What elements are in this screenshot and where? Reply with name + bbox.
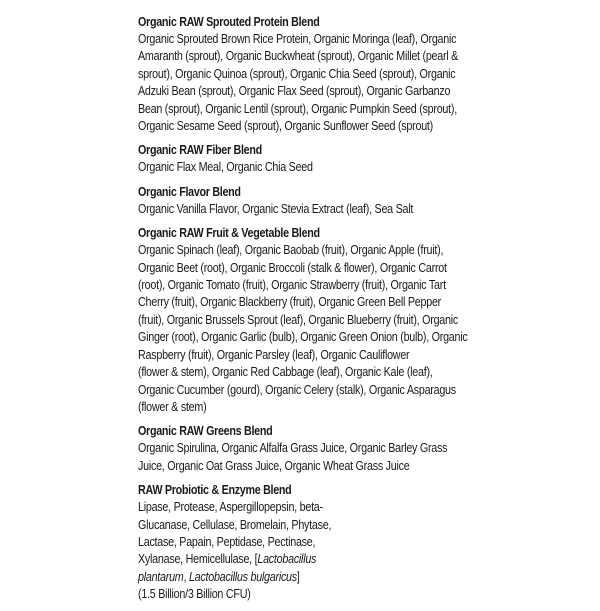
species-name: Lactobacillus bulgaricus (188, 569, 297, 584)
ingredient-line: Organic Beet (root), Organic Broccoli (stalk & flower), Organic Carrot (138, 260, 447, 275)
separator-text: , (183, 569, 189, 584)
blend-title: Organic Flavor Blend (138, 184, 241, 199)
blend-ingredients (138, 499, 366, 603)
probiotic-enzyme-blend-section (138, 482, 488, 603)
cfu-count: (1.5 Billion/3 Billion CFU) (138, 587, 251, 602)
protein-blend-section (138, 14, 488, 135)
ingredient-line: Organic Cucumber (gourd), Organic Celery (stalk), Organic Asparagus (138, 382, 456, 397)
ingredient-line: Lipase, Protease, Aspergillopepsin, beta- (138, 500, 323, 515)
bracket-text: ] (296, 569, 300, 584)
blend-title: Organic RAW Fiber Blend (138, 143, 262, 158)
ingredient-line: Glucanase, Cellulase, Bromelain, Phytase, (138, 517, 332, 532)
greens-blend-section (138, 423, 488, 475)
ingredient-line: (root), Organic Tomato (fruit), Organic Strawberry (fruit), Organic Tart (138, 278, 446, 293)
blend-ingredients (138, 242, 482, 416)
ingredient-line: Organic Sprouted Brown Rice Protein, Organic Moringa (leaf), Organic (138, 32, 457, 46)
ingredient-line: Bean (sprout), Organic Lentil (sprout), Organic Pumpkin Seed (sprout), (138, 101, 457, 116)
fiber-blend-section (138, 142, 488, 176)
ingredient-line: Organic Vanilla Flavor, Organic Stevia Extract (leaf), Sea Salt (138, 201, 414, 216)
ingredient-line: Cherry (fruit), Organic Blackberry (fruit), Organic Green Bell Pepper (138, 295, 442, 310)
ingredient-line: Organic Spirulina, Organic Alfalfa Grass Juice, Organic Barley Grass (138, 441, 448, 456)
blend-ingredients (138, 201, 482, 218)
blend-ingredients (138, 31, 482, 135)
fruit-vegetable-blend-section (138, 225, 488, 416)
ingredients-panel (138, 14, 488, 611)
ingredient-line: Organic Flax Meal, Organic Chia Seed (138, 160, 313, 175)
ingredient-line: Organic Spinach (leaf), Organic Baobab (fruit), Organic Apple (fruit), (138, 243, 444, 258)
blend-ingredients (138, 159, 482, 176)
ingredient-line: Organic Sesame Seed (sprout), Organic Sunflower Seed (sprout) (138, 119, 433, 134)
ingredient-line: Adzuki Bean (sprout), Organic Flax Seed (sprout), Organic Garbanzo (138, 84, 451, 99)
blend-ingredients (138, 440, 482, 475)
blend-title: Organic RAW Sprouted Protein Blend (138, 15, 320, 29)
species-name: Lactobacillus (257, 552, 317, 567)
ingredient-line: Raspberry (fruit), Organic Parsley (leaf), Organic Cauliflower (138, 347, 410, 362)
blend-title: RAW Probiotic & Enzyme Blend (138, 483, 292, 498)
ingredient-line: sprout), Organic Quinoa (sprout), Organic Chia Seed (sprout), Organic (138, 66, 456, 81)
ingredient-line: Juice, Organic Oat Grass Juice, Organic Wheat Grass Juice (138, 458, 410, 473)
ingredient-line: Xylanase, Hemicellulase, [ (138, 552, 258, 567)
blend-title: Organic RAW Fruit & Vegetable Blend (138, 226, 320, 241)
ingredient-line: (flower & stem), Organic Red Cabbage (leaf), Organic Kale (leaf), (138, 365, 433, 380)
ingredient-line: Ginger (root), Organic Garlic (bulb), Organic Green Onion (bulb), Organic (138, 330, 468, 345)
flavor-blend-section (138, 184, 488, 218)
blend-title: Organic RAW Greens Blend (138, 424, 273, 439)
ingredient-line: (fruit), Organic Brussels Sprout (leaf), Organic Blueberry (fruit), Organic (138, 312, 458, 327)
ingredient-line: (flower & stem) (138, 399, 207, 414)
species-name: plantarum (138, 569, 184, 584)
ingredient-line: Amaranth (sprout), Organic Buckwheat (sprout), Organic Millet (pearl & (138, 49, 459, 64)
ingredient-line: Lactase, Papain, Peptidase, Pectinase, (138, 534, 316, 549)
